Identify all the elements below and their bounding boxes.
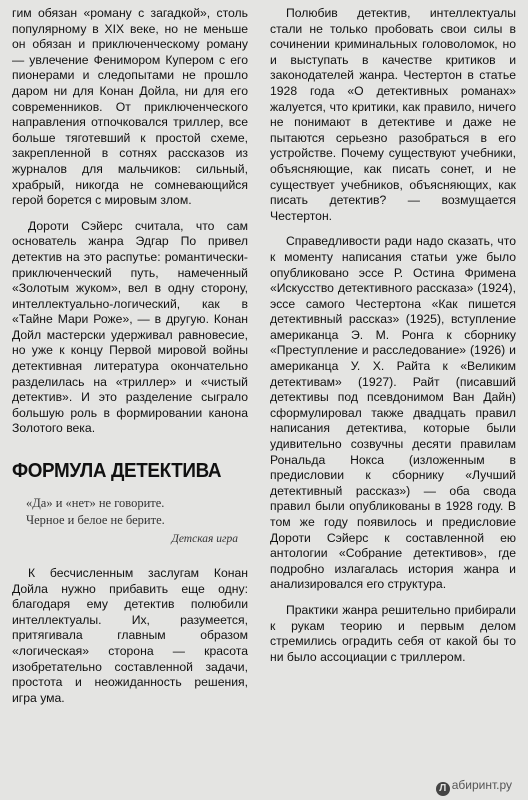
labirint-logo-icon: Л: [436, 782, 450, 796]
paragraph: Полюбив детектив, интеллектуалы стали не только пробовать свои силы в сочинении криминальных головоломок, но и выступать в качестве критиков и законодателей жанра. Честертон в статье 1928 года «О детективных романах» жалуется, что критики, как правило, ничего не понимают в детективе и даже не пытаются серьезно разобраться в его устройстве. Почему существуют учебники, объясняющие, как писать сонет, и не существует учебников, объясняющих, как писать детектив? — возмущается Честертон.: [270, 6, 516, 223]
epigraph: [26, 495, 248, 548]
section-heading: ФОРМУЛА ДЕТЕКТИВА: [12, 459, 222, 483]
epigraph-line: «Да» и «нет» не говорите.: [26, 496, 165, 511]
watermark-text: абиринт.ру: [451, 778, 512, 792]
paragraph: Практики жанра решительно прибирали к рукам теорию и первым делом стремились оградить себя от какой бы то ни было ассоциации с триллером.: [270, 602, 516, 664]
paragraph: К бесчисленным заслугам Конан Дойла нужно прибавить еще одну: благодаря ему детектив полюбили интеллектуалы. Их, разумеется, притягивала главным образом «логическая» сторона — красота изобретательно составленной задачи, простота и неожиданность решения, игра ума.: [12, 566, 248, 705]
right-column: [270, 6, 516, 665]
left-column: [12, 6, 248, 706]
paragraph: Дороти Сэйерс считала, что сам основатель жанра Эдгар По привел детектив на это распутье: романтически-приключенческий путь, намеченный «Золотым жуком», вел в одну сторону, интеллектуально-логический, как в «Тайне Мари Роже», — в другую. Конан Дойл мастерски удерживал равновесие, но уже к концу Первой мировой войны детективная литература окончательно разделилась на «триллер» и «чистый детектив». И это разделение сыграло большую роль в формировании канона Золотого века.: [12, 218, 248, 436]
paragraph: Справедливости ради надо сказать, что к моменту написания статьи уже было опубликовано эссе Р. Остина Фримена «Искусство детективного рассказа» (1924), эссе самого Честертона «Как пишется детективный рассказ» (1925), вступление американца Э. М. Ронга к сборнику «Преступление и расследование» (1926) и американца У. Х. Райта к «Великим детективам» (1927). Райт (писавший детективы под псевдонимом Ван Дайн) сформулировал также двадцать правил написания детектива, которые были удивительно созвучны десяти правилам Рональда Нокса (изложенным в предисловии к сборнику «Лучший детективный рассказ») — оба свода правил были опубликованы в 1928 году. В том же году появилось и предисловие Дороти Сэйерс к составленной ею антологии «Собрание детективов», где подробно излагалась история жанра и анализировался его структура.: [270, 234, 516, 592]
epigraph-line: Черное и белое не берите.: [26, 513, 165, 528]
watermark: [430, 778, 514, 796]
paragraph: гим обязан «роману с загадкой», столь популярному в XIX веке, но не меньше он обязан и приключенческому роману — увлечение Фенимором Купером с его пионерами и следопытами не прошло даром ни для Конан Дойла, ни для его современников. От приключенческого направления отпочковался триллер, все больше тяготевший к простой схеме, закрепленной в сотнях рассказов из журналов для мальчиков: сильный, храбрый, никогда не сомневающийся герой борется с мировым злом.: [12, 6, 248, 208]
epigraph-source: Детская игра: [171, 533, 238, 546]
